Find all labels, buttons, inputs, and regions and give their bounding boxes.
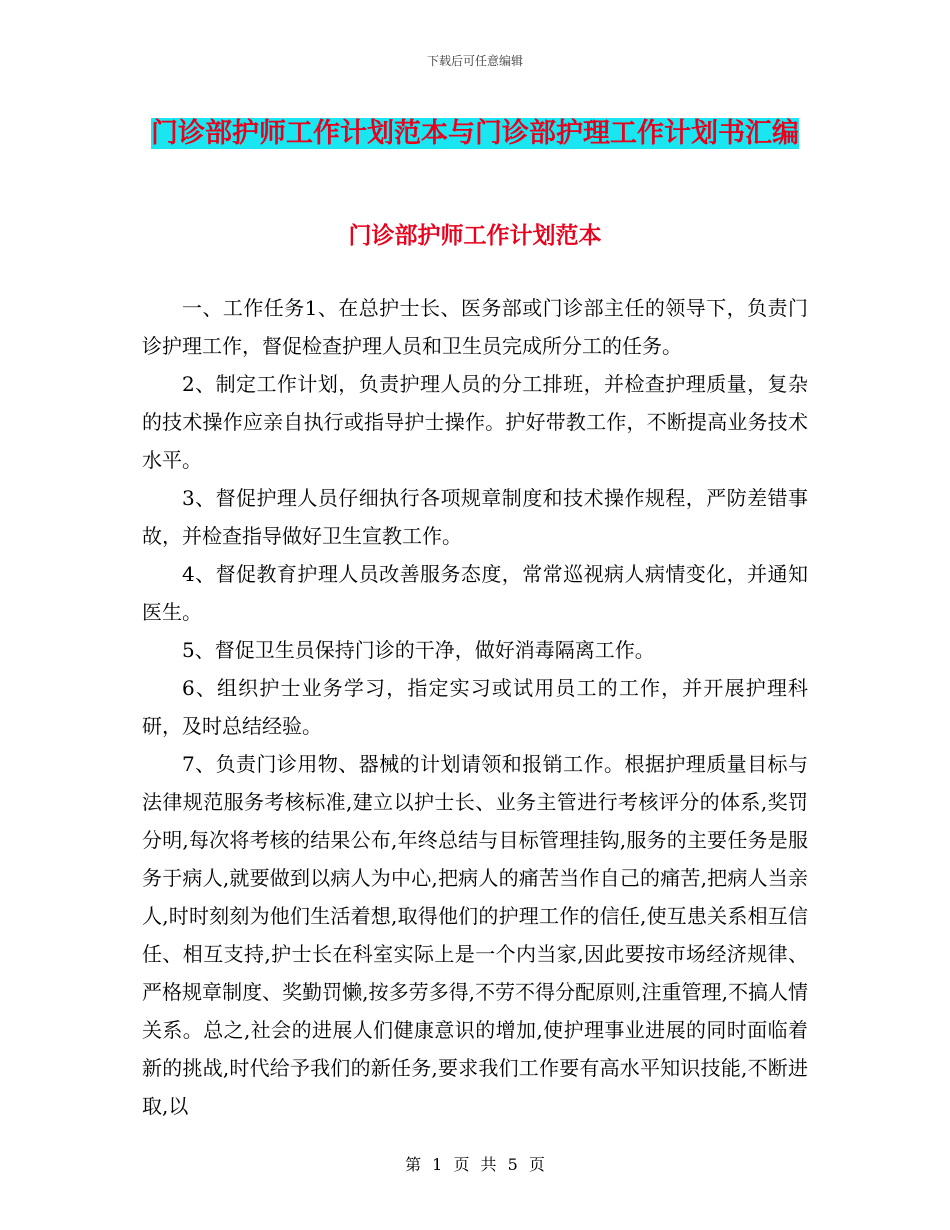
paragraph: 7、负责门诊用物、器械的计划请领和报销工作。根据护理质量目标与法律规范服务考核标准,建立以护士长、业务主管进行考核评分的体系,奖罚分明,每次将考核的结果公布,年终总结与目标管理挂钩,服务的主要任务是服务于病人,就要做到以病人为中心,把病人的痛苦当作自己的痛苦,把病人当亲人,时时刻刻为他们生活着想,取得他们的护理工作的信任,使互患关系相互信任、相互支持,护士长在科室实际上是一个内当家,因此要按市场经济规律、严格规章制度、奖勤罚懒,按多劳多得,不劳不得分配原则,注重管理,不搞人情关系。总之,社会的进展人们健康意识的增加,使护理事业进展的同时面临着新的挑战,时代给予我们的新任务,要求我们工作要有高水平知识技能,不断进取,以 bbox=[142, 752, 808, 1118]
document-title bbox=[140, 108, 810, 160]
page-footer: 第 1 页 共 5 页 bbox=[405, 1155, 545, 1174]
section-title: 门诊部护师工作计划范本 bbox=[348, 222, 602, 249]
paragraph: 2、制定工作计划，负责护理人员的分工排班，并检查护理质量，复杂的技术操作应亲自执行或指导护士操作。护好带教工作，不断提高业务技术水平。 bbox=[142, 372, 808, 472]
header-note: 下载后可任意编辑 bbox=[426, 54, 523, 68]
paragraph: 6、组织护士业务学习，指定实习或试用员工的工作，并开展护理科研，及时总结经验。 bbox=[142, 676, 808, 738]
paragraph: 5、督促卫生员保持门诊的干净，做好消毒隔离工作。 bbox=[182, 638, 655, 662]
paragraph: 4、督促教育护理人员改善服务态度，常常巡视病人病情变化，并通知医生。 bbox=[142, 562, 808, 624]
document-body bbox=[142, 289, 808, 1125]
paragraph: 一、工作任务1、在总护士长、医务部或门诊部主任的领导下，负责门诊护理工作，督促检查护理人员和卫生员完成所分工的任务。 bbox=[142, 296, 808, 358]
paragraph: 3、督促护理人员仔细执行各项规章制度和技术操作规程，严防差错事故，并检查指导做好卫生宣教工作。 bbox=[142, 486, 808, 548]
document-title-text: 门诊部护师工作计划范本与门诊部护理工作计划书汇编 bbox=[151, 118, 799, 149]
